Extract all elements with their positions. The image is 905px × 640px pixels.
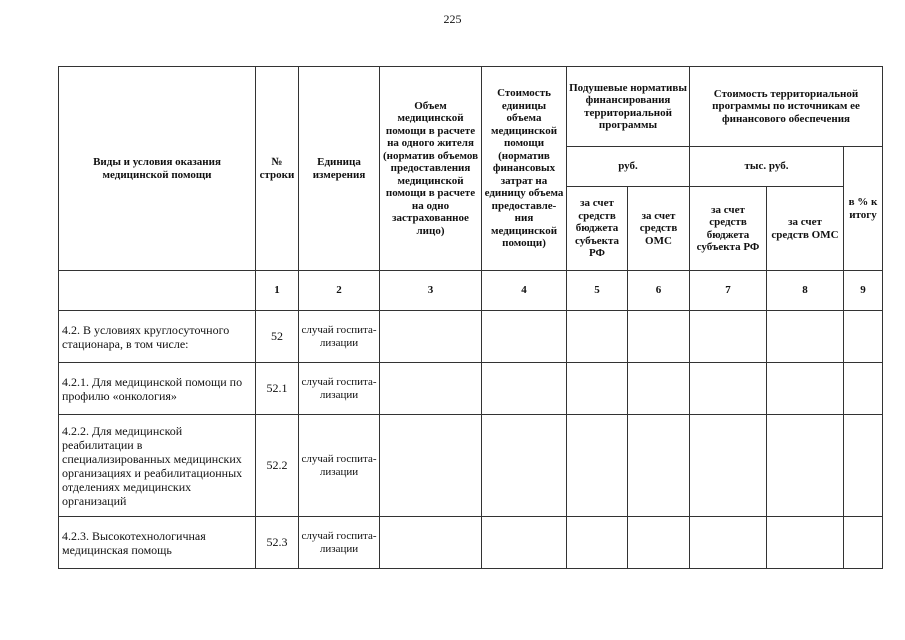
cell-empty bbox=[690, 517, 767, 569]
cell-empty bbox=[380, 517, 482, 569]
header-budget-subject-2: за счет средств бюджета субъекта РФ bbox=[690, 187, 767, 271]
cell-empty bbox=[567, 363, 628, 415]
cell-empty bbox=[844, 517, 883, 569]
cell-empty bbox=[482, 415, 567, 517]
row-name: 4.2.3. Высокотехнологичная медицинская помощь bbox=[59, 517, 256, 569]
cell-empty bbox=[380, 311, 482, 363]
col-number: 9 bbox=[844, 271, 883, 311]
col-number: 4 bbox=[482, 271, 567, 311]
row-unit: случай госпита- лизации bbox=[299, 517, 380, 569]
header-volume: Объем медицинской помощи в расчете на одного жителя (норматив объемов предоставления медицинской помощи в расчете на одно застрахованное лицо) bbox=[380, 67, 482, 271]
page-number: 225 bbox=[443, 12, 462, 26]
cell-empty bbox=[628, 363, 690, 415]
header-budget-subject: за счет средств бюджета субъекта РФ bbox=[567, 187, 628, 271]
cell-empty bbox=[380, 415, 482, 517]
table-row bbox=[59, 517, 883, 569]
row-unit: случай госпита- лизации bbox=[299, 311, 380, 363]
cell-empty bbox=[567, 415, 628, 517]
cell-empty bbox=[482, 311, 567, 363]
header-oms-2: за счет средств ОМС bbox=[767, 187, 844, 271]
col-number: 8 bbox=[767, 271, 844, 311]
cell-empty bbox=[844, 415, 883, 517]
header-unit-cost: Стоимость единицы объема медицинской помощи (норматив финансовых затрат на единицу объема предоставле- ния медицинской помощи) bbox=[482, 67, 567, 271]
col-number: 7 bbox=[690, 271, 767, 311]
cell-empty bbox=[690, 415, 767, 517]
cell-empty bbox=[844, 363, 883, 415]
row-number: 52.2 bbox=[256, 415, 299, 517]
header-unit: Единица измерения bbox=[299, 67, 380, 271]
cell-empty bbox=[690, 363, 767, 415]
cell-empty bbox=[767, 363, 844, 415]
row-number: 52 bbox=[256, 311, 299, 363]
cell-empty bbox=[482, 517, 567, 569]
table-row bbox=[59, 311, 883, 363]
cell-empty bbox=[380, 363, 482, 415]
table-row bbox=[59, 363, 883, 415]
header-percent-total: в % к итогу bbox=[844, 147, 883, 271]
header-type: Виды и условия оказания медицинской помощи bbox=[59, 67, 256, 271]
col-number: 2 bbox=[299, 271, 380, 311]
header-oms: за счет средств ОМС bbox=[628, 187, 690, 271]
col-number-blank bbox=[59, 271, 256, 311]
header-rub: руб. bbox=[567, 147, 690, 187]
cell-empty bbox=[844, 311, 883, 363]
cell-empty bbox=[567, 311, 628, 363]
row-number: 52.3 bbox=[256, 517, 299, 569]
header-total-cost: Стоимость территориальной программы по источникам ее финансового обеспечения bbox=[690, 67, 883, 147]
row-unit: случай госпита- лизации bbox=[299, 363, 380, 415]
col-number: 5 bbox=[567, 271, 628, 311]
header-row-no: № строки bbox=[256, 67, 299, 271]
col-number: 3 bbox=[380, 271, 482, 311]
col-number: 6 bbox=[628, 271, 690, 311]
cell-empty bbox=[767, 415, 844, 517]
row-unit: случай госпита- лизации bbox=[299, 415, 380, 517]
cell-empty bbox=[628, 311, 690, 363]
cell-empty bbox=[628, 517, 690, 569]
header-per-capita: Подушевые нормативы финансирования территориальной программы bbox=[567, 67, 690, 147]
cell-empty bbox=[767, 517, 844, 569]
cell-empty bbox=[567, 517, 628, 569]
header-thous-rub: тыс. руб. bbox=[690, 147, 844, 187]
row-name: 4.2.2. Для медицинской реабилитации в специализированных медицинских организациях и реабилитационных отделениях медицинских организаций bbox=[59, 415, 256, 517]
row-name: 4.2.1. Для медицинской помощи по профилю «онкология» bbox=[59, 363, 256, 415]
cell-empty bbox=[628, 415, 690, 517]
financial-table bbox=[58, 66, 883, 569]
cell-empty bbox=[767, 311, 844, 363]
table-row bbox=[59, 415, 883, 517]
col-number: 1 bbox=[256, 271, 299, 311]
cell-empty bbox=[690, 311, 767, 363]
row-name: 4.2. В условиях круглосуточного стационара, в том числе: bbox=[59, 311, 256, 363]
row-number: 52.1 bbox=[256, 363, 299, 415]
cell-empty bbox=[482, 363, 567, 415]
